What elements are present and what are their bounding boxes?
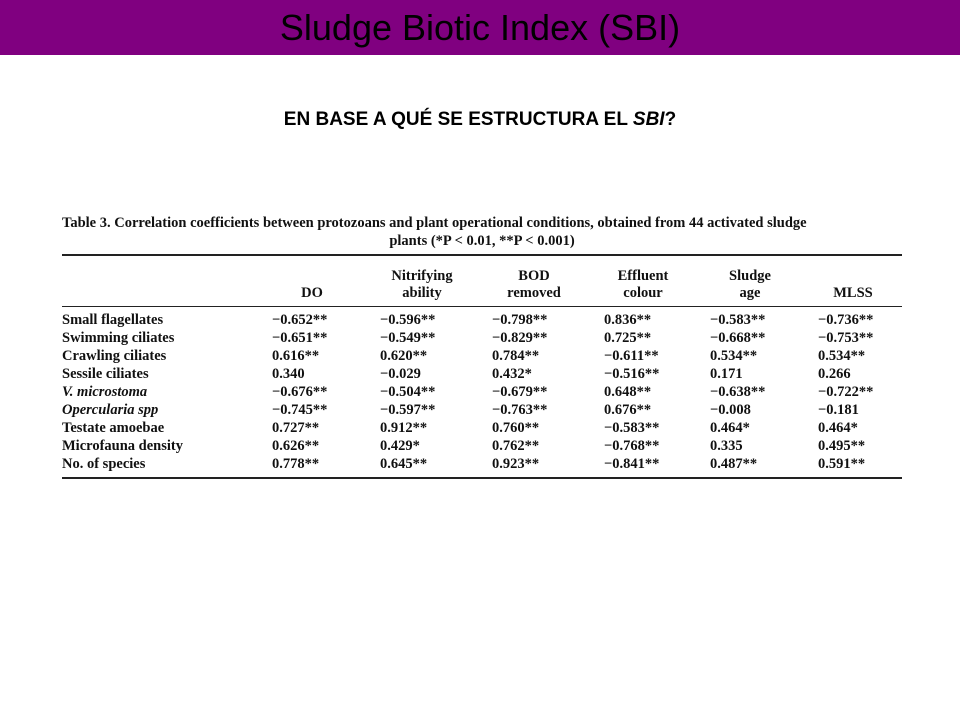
correlation-table-figure <box>62 214 902 479</box>
table-cell: 0.725** <box>604 330 652 346</box>
table-cell: −0.611** <box>604 348 659 364</box>
table-cell: −0.008 <box>710 402 751 418</box>
table-cell: 0.727** <box>272 420 320 436</box>
slide-title: Sludge Biotic Index (SBI) <box>279 6 681 48</box>
title-bar <box>0 0 960 55</box>
table-cell: 0.534** <box>710 348 758 364</box>
subtitle-text: EN BASE A QUÉ SE ESTRUCTURA EL <box>283 109 633 130</box>
table-cell: 0.266 <box>818 366 851 382</box>
table-row <box>62 401 902 419</box>
row-label: Small flagellates <box>62 312 164 328</box>
column-header: DO <box>301 285 323 301</box>
row-label: Testate amoebae <box>62 420 165 436</box>
table-cell: −0.638** <box>710 384 766 400</box>
table-caption-line2: plants (*P < 0.01, **P < 0.001) <box>389 233 575 249</box>
table-cell: −0.596** <box>380 312 436 328</box>
row-label: Opercularia spp <box>62 402 159 418</box>
table-cell: −0.549** <box>380 330 436 346</box>
table-row <box>62 419 902 437</box>
table-cell: −0.516** <box>604 366 660 382</box>
table-cell: 0.495** <box>818 438 866 454</box>
column-header: Sludge age <box>729 268 771 301</box>
table-cell: −0.652** <box>272 312 328 328</box>
column-header: Effluent colour <box>617 268 669 301</box>
table-cell: −0.736** <box>818 312 874 328</box>
table-caption-line1: Table 3. Correlation coefficients between protozoans and plant operational conditions, obtained from 44 activated sludge <box>62 215 807 231</box>
table-row <box>62 347 902 365</box>
row-label: Swimming ciliates <box>62 330 175 346</box>
table-cell: −0.181 <box>818 402 859 418</box>
table-cell: −0.676** <box>272 384 328 400</box>
subtitle-emphasis: SBI <box>632 109 665 130</box>
row-label: Sessile ciliates <box>62 366 149 382</box>
table-header <box>62 256 902 307</box>
table-cell: −0.768** <box>604 438 660 454</box>
table-row <box>62 455 902 477</box>
table-body <box>62 307 902 477</box>
table-cell: 0.645** <box>380 456 428 472</box>
header-blank <box>62 256 258 307</box>
table-cell: 0.778** <box>272 456 320 472</box>
table-cell: 0.912** <box>380 420 428 436</box>
table-cell: 0.676** <box>604 402 652 418</box>
table-cell: 0.171 <box>710 366 743 382</box>
table-cell: −0.745** <box>272 402 328 418</box>
table-cell: 0.335 <box>710 438 743 454</box>
row-label: No. of species <box>62 456 146 472</box>
column-header: MLSS <box>833 285 873 301</box>
table-cell: 0.432* <box>492 366 532 382</box>
table-cell: −0.829** <box>492 330 548 346</box>
table-cell: 0.464* <box>710 420 750 436</box>
row-label: Crawling ciliates <box>62 348 167 364</box>
table-cell: −0.841** <box>604 456 660 472</box>
table-cell: 0.591** <box>818 456 866 472</box>
table-cell: 0.762** <box>492 438 540 454</box>
table-cell: −0.679** <box>492 384 548 400</box>
table-cell: −0.753** <box>818 330 874 346</box>
row-label: V. microstoma <box>62 384 148 400</box>
table-cell: −0.504** <box>380 384 436 400</box>
table-caption <box>62 214 902 250</box>
slide-subtitle <box>0 109 960 131</box>
table-cell: −0.668** <box>710 330 766 346</box>
correlation-table <box>62 256 902 477</box>
table-cell: 0.836** <box>604 312 652 328</box>
table-cell: −0.597** <box>380 402 436 418</box>
table-cell: −0.722** <box>818 384 874 400</box>
row-label: Microfauna density <box>62 438 183 454</box>
table-cell: −0.798** <box>492 312 548 328</box>
table-cell: −0.583** <box>710 312 766 328</box>
table-cell: 0.784** <box>492 348 540 364</box>
subtitle-end: ? <box>664 109 677 130</box>
table-row <box>62 383 902 401</box>
table-row <box>62 329 902 347</box>
table-cell: 0.620** <box>380 348 428 364</box>
table-row <box>62 437 902 455</box>
table-cell: −0.029 <box>380 366 421 382</box>
column-header: BOD removed <box>507 268 561 301</box>
table-cell: 0.487** <box>710 456 758 472</box>
table-cell: 0.923** <box>492 456 540 472</box>
table-cell: 0.616** <box>272 348 320 364</box>
table-rule-bottom <box>62 477 902 479</box>
table-row <box>62 365 902 383</box>
table-cell: 0.464* <box>818 420 858 436</box>
table-cell: 0.534** <box>818 348 866 364</box>
table-row <box>62 307 902 329</box>
table-cell: 0.340 <box>272 366 305 382</box>
column-header: Nitrifying ability <box>391 268 453 301</box>
table-cell: 0.429* <box>380 438 420 454</box>
table-cell: 0.626** <box>272 438 320 454</box>
table-cell: 0.760** <box>492 420 540 436</box>
table-cell: 0.648** <box>604 384 652 400</box>
table-cell: −0.763** <box>492 402 548 418</box>
table-cell: −0.651** <box>272 330 328 346</box>
table-cell: −0.583** <box>604 420 660 436</box>
